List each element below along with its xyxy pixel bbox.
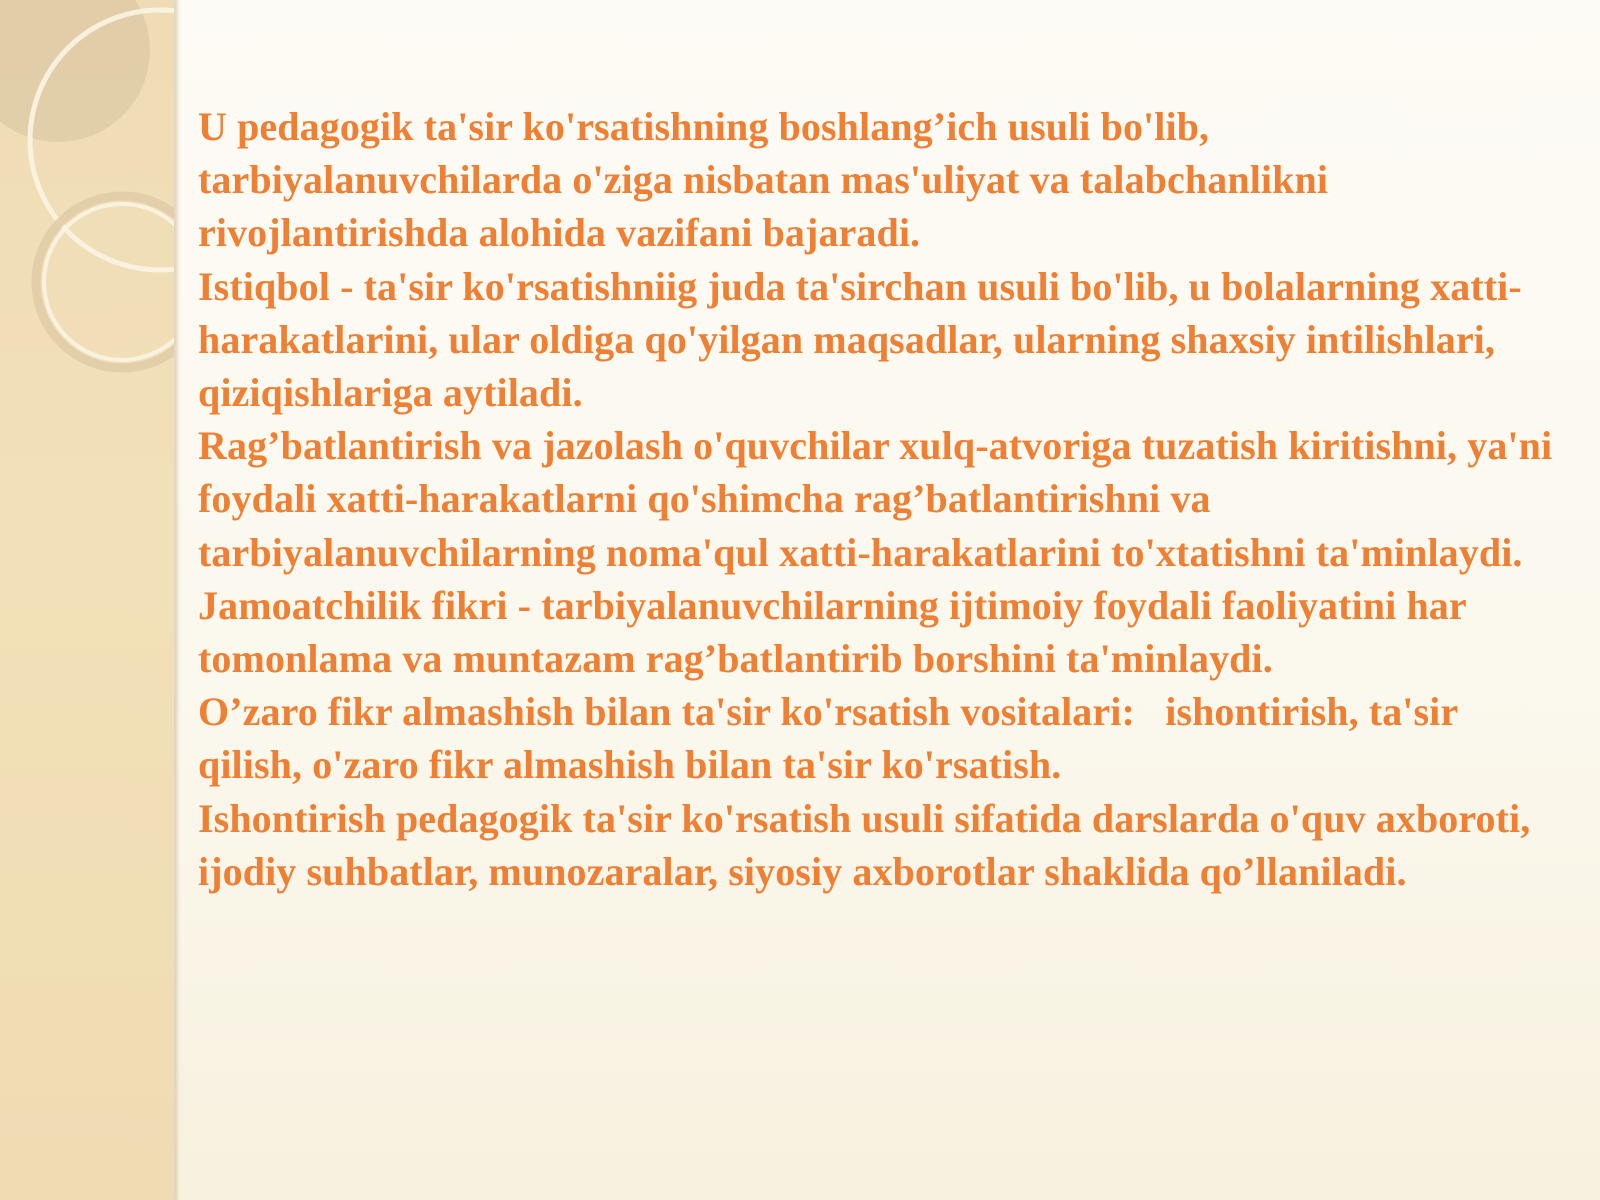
decorative-ring-medium <box>36 196 174 368</box>
decorative-disc <box>0 0 150 142</box>
decorative-sidebar <box>0 0 174 1200</box>
slide-body-text <box>198 100 1568 898</box>
paragraph-ragbatlantirish: Rag’batlantirish va jazolash o'quvchilar xulq-atvoriga tuzatish kiritishni, ya'ni foydali xatti-harakatlarni qo'shimcha rag’batlantirishni va tarbiyalanuvchilarning noma'qul xatti-harakatlarini to'xtatishni ta'minlaydi. <box>198 423 1563 575</box>
paragraph-ozaro-fikr: O’zaro fikr almashish bilan ta'sir ko'rsatish vositalari: ishontirish, ta'sir qilish, o'zaro fikr almashish bilan ta'sir ko'rsatish. <box>198 689 1468 788</box>
paragraph-istiqbol: Istiqbol - ta'sir ko'rsatishniig juda ta'sirchan usuli bo'lib, u bolalarning xatti-harakatlarini, ular oldiga qo'yilgan maqsadlar, ularning shaxsiy intilishlari, qiziqishlariga aytiladi. <box>198 263 1522 416</box>
sidebar-divider <box>174 0 180 1200</box>
paragraph-usul: U pedagogik ta'sir ko'rsatishning boshlang’ich usuli bo'lib, tarbiyalanuvchilarda o'ziga nisbatan mas'uliyat va talabchanlikni rivojlantirishda alohida vazifani bajaradi. <box>198 104 1339 256</box>
paragraph-jamoatchilik-fikri: Jamoatchilik fikri - tarbiyalanuvchilarning ijtimoiy foydali faoliyatini har tomonlama va muntazam rag’batlantirib borshini ta'minlaydi. <box>198 582 1477 682</box>
decorative-circles <box>0 0 174 1200</box>
paragraph-ishontirish: Ishontirish pedagogik ta'sir ko'rsatish usuli sifatida darslarda o'quv axboroti, ijodiy suhbatlar, munozaralar, siyosiy axborotlar shaklida qo’llaniladi. <box>198 795 1541 894</box>
